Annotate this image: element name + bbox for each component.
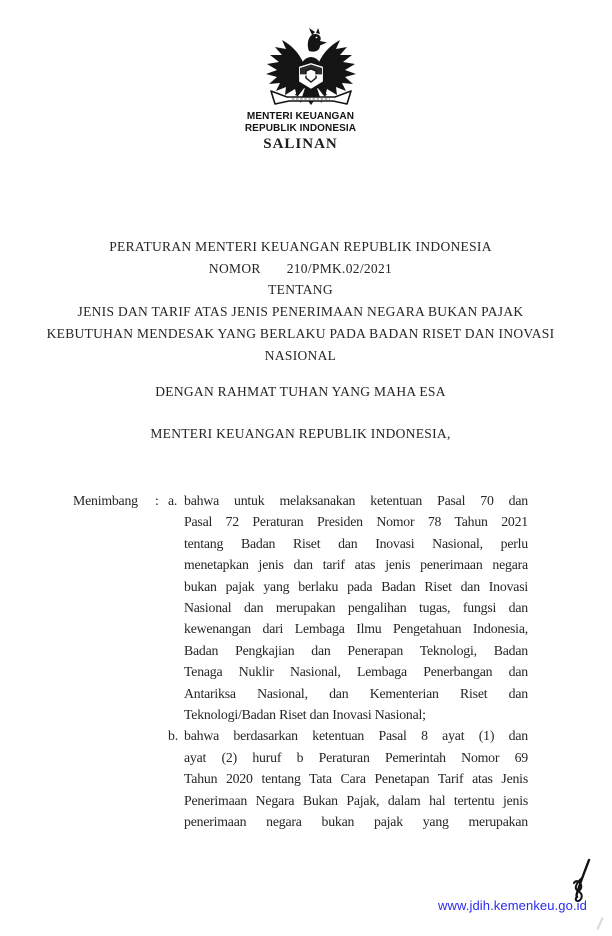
regulation-number-line (0, 258, 601, 280)
consideration-item (168, 725, 528, 832)
text-line: bahwa untuk melaksanakan ketentuan Pasal 70 dan (184, 493, 528, 508)
text-line: Nasional dan merupakan pengalihan tugas, fungsi dan (184, 600, 528, 616)
text-line: Antariksa Nasional, dan Kementerian Riset dan (184, 685, 528, 701)
text-line: menetapkan jenis dan tarif atas jenis penerimaan negara (184, 557, 528, 573)
considerations-label: Menimbang (73, 493, 138, 508)
text-line: Badan Pengkajian dan Penerapan Teknologi, Badan (184, 642, 528, 658)
nomor-value: 210/PMK.02/2021 (286, 260, 393, 276)
ministry-header (0, 111, 601, 134)
tentang-label: TENTANG (268, 282, 333, 298)
regulation-title-line: PERATURAN MENTERI KEUANGAN REPUBLIK INDONESIA (109, 239, 492, 254)
subject-line: NASIONAL (264, 347, 337, 363)
text-line: Penerimaan Negara Bukan Pajak, dalam hal tertentu jenis (184, 792, 528, 808)
considerations-colon: : (155, 493, 159, 508)
text-line: bukan pajak yang berlaku pada Badan Riset dan Inovasi (184, 578, 528, 594)
text-line: tentang Badan Riset dan Inovasi Nasional, perlu (184, 535, 528, 551)
text-line: ayat (2) huruf b Peraturan Pemerintah Nomor 69 (184, 749, 528, 765)
ministry-country: REPUBLIK INDONESIA (244, 122, 357, 134)
text-line: Pasal 72 Peraturan Presiden Nomor 78 Tahun 2021 (184, 514, 528, 530)
considerations-items (168, 490, 528, 833)
text-line: Teknologi/Badan Riset dan Inovasi Nasional; (184, 707, 426, 723)
text-line: penerimaan negara bukan pajak yang merupakan (184, 814, 528, 830)
ministry-name: MENTERI KEUANGAN (246, 111, 355, 122)
text-line: bahwa berdasarkan ketentuan Pasal 8 ayat (1) dan (184, 728, 528, 744)
jdih-link[interactable]: www.jdih.kemenkeu.go.id (438, 898, 587, 913)
item-marker: a. (168, 493, 178, 508)
consideration-item (168, 490, 528, 725)
subject-line: KEBUTUHAN MENDESAK YANG BERLAKU PADA BADAN RISET DAN INOVASI (46, 325, 555, 341)
nomor-label: NOMOR (208, 260, 261, 276)
item-marker: b. (168, 728, 178, 744)
text-line: Tahun 2020 tentang Tata Cara Penetapan Tarif atas Jenis (184, 771, 528, 787)
invocation-line: DENGAN RAHMAT TUHAN YANG MAHA ESA (155, 384, 446, 399)
item-lines (184, 490, 528, 725)
regulation-title-block (0, 236, 601, 366)
salinan-stamp: SALINAN (263, 136, 338, 152)
considerations-section (73, 490, 528, 833)
text-line: Tenaga Nuklir Nasional, Lembaga Penerbangan dan (184, 664, 528, 680)
garuda-pancasila-emblem-icon (259, 27, 363, 107)
authority-line: MENTERI KEUANGAN REPUBLIK INDONESIA, (150, 426, 451, 441)
item-lines (184, 725, 528, 832)
text-line: kewenangan dari Lembaga Ilmu Pengetahuan Indonesia, (184, 621, 528, 637)
scan-artifact (596, 917, 603, 929)
subject-line: JENIS DAN TARIF ATAS JENIS PENERIMAAN NEGARA BUKAN PAJAK (77, 304, 524, 320)
